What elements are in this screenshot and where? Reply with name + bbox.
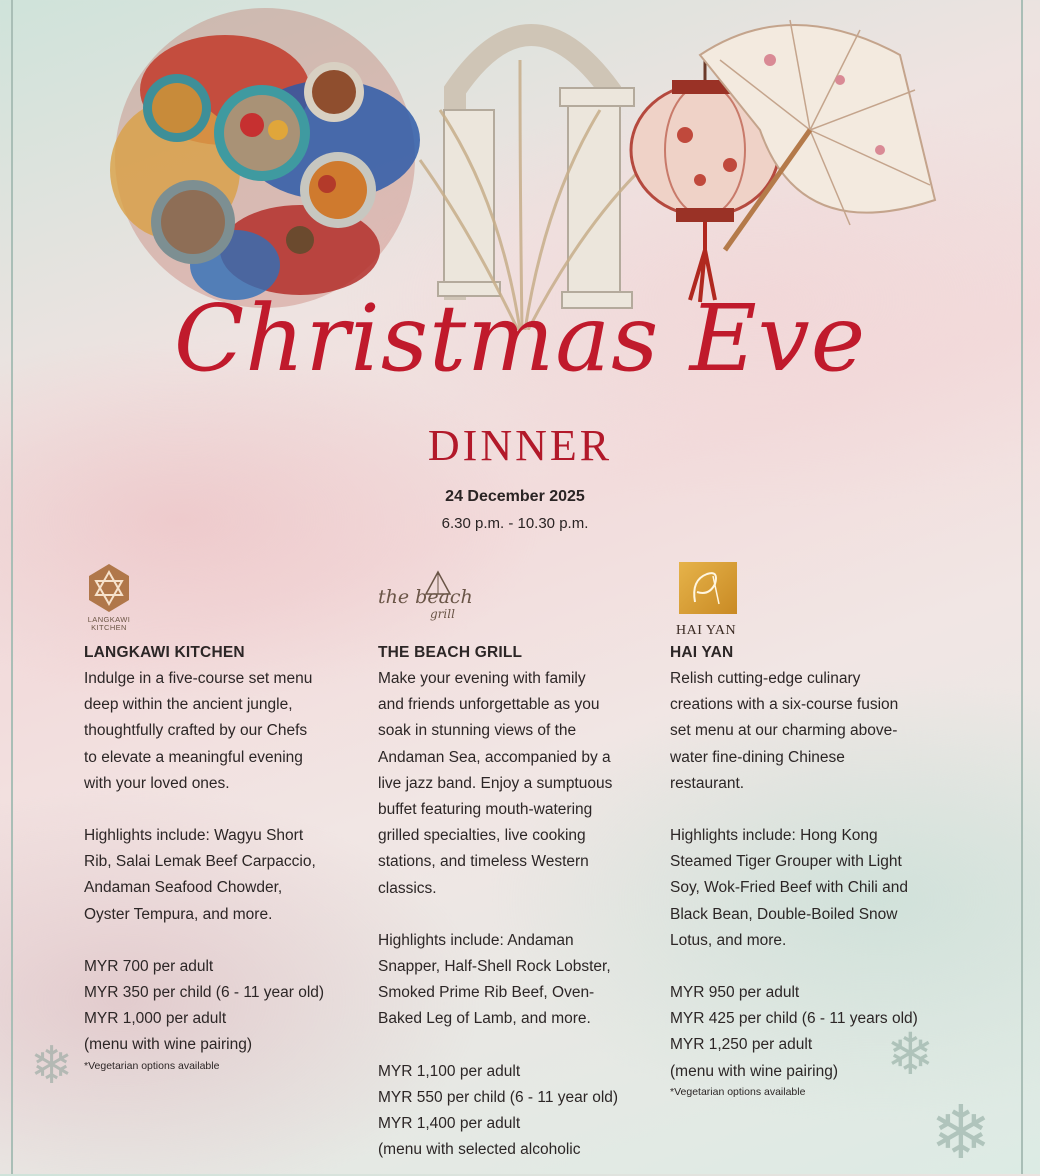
description-line: Relish cutting-edge culinary xyxy=(670,670,861,687)
restaurant-name: HAI YAN xyxy=(670,644,734,661)
highlights-line: Smoked Prime Rib Beef, Oven- xyxy=(378,984,595,1002)
description-line: classics. xyxy=(378,879,437,897)
logo-label: LANGKAWI KITCHEN xyxy=(87,615,131,632)
highlights-line: Highlights include: Wagyu Short xyxy=(84,827,304,845)
highlights-line: Baked Leg of Lamb, and more. xyxy=(378,1010,591,1028)
event-time: 6.30 p.m. - 10.30 p.m. xyxy=(441,515,589,532)
description-line: live jazz band. Enjoy a sumptuous xyxy=(378,774,613,792)
price-line: MYR 700 per adult xyxy=(84,957,214,975)
price-line: MYR 350 per child (6 - 11 year old) xyxy=(84,984,325,1002)
hai-yan-logo xyxy=(670,562,950,640)
restaurant-hai-yan xyxy=(670,562,950,1099)
logo-label: HAI YAN xyxy=(676,623,737,638)
description-line: water fine-dining Chinese xyxy=(670,748,845,766)
highlights-line: Snapper, Half-Shell Rock Lobster, xyxy=(378,958,611,976)
price-line: MYR 1,400 per adult xyxy=(378,1115,521,1133)
spice-bowls-illustration xyxy=(110,8,420,308)
langkawi-kitchen-logo xyxy=(84,562,364,640)
description-line: soak in stunning views of the xyxy=(378,722,577,740)
hexagram-logo-icon xyxy=(84,562,134,616)
highlights-line: Soy, Wok-Fried Beef with Chili and xyxy=(670,879,909,897)
title-dinner: DINNER xyxy=(427,421,613,470)
description-line: Indulge in a five-course set menu xyxy=(84,670,313,687)
description-line: stations, and timeless Western xyxy=(378,853,589,871)
description-line: set menu at our charming above- xyxy=(670,722,898,740)
description-line: to elevate a meaningful evening xyxy=(84,748,303,766)
snowflake-icon: ❄ xyxy=(30,1036,74,1096)
description-line: and friends unforgettable as you xyxy=(378,696,600,714)
price-line: (menu with wine pairing) xyxy=(670,1062,838,1080)
restaurant-name: LANGKAWI KITCHEN xyxy=(84,644,245,661)
highlights-line: Andaman Seafood Chowder, xyxy=(84,879,283,897)
restaurant-name: THE BEACH GRILL xyxy=(378,644,523,661)
highlights-line: Steamed Tiger Grouper with Light xyxy=(670,853,902,871)
description-line: creations with a six-course fusion xyxy=(670,696,899,714)
highlights-line: Oyster Tempura, and more. xyxy=(84,905,273,923)
price-line: MYR 950 per adult xyxy=(670,984,800,1002)
price-line: MYR 550 per child (6 - 11 year old) xyxy=(378,1088,619,1106)
price-line: MYR 1,000 per adult xyxy=(84,1010,227,1028)
highlights-line: Black Bean, Double-Boiled Snow xyxy=(670,905,898,923)
hai-yan-logo-icon xyxy=(679,562,737,614)
highlights-line: Rib, Salai Lemak Beef Carpaccio, xyxy=(84,853,316,871)
vegetarian-note: *Vegetarian options available xyxy=(670,1085,806,1098)
logo-sublabel: grill xyxy=(430,607,455,621)
highlights-line: Highlights include: Hong Kong xyxy=(670,827,878,845)
description-line: buffet featuring mouth-watering xyxy=(378,801,593,819)
highlights-line: Highlights include: Andaman xyxy=(378,931,574,949)
description-line: with your loved ones. xyxy=(84,774,230,792)
price-line: MYR 1,250 per adult xyxy=(670,1036,813,1054)
price-line: (menu with wine pairing) xyxy=(84,1036,252,1054)
price-line: MYR 1,100 per adult xyxy=(378,1062,521,1080)
header-illustration xyxy=(0,0,1040,330)
beach-grill-logo xyxy=(378,562,658,640)
event-date: 24 December 2025 xyxy=(445,488,585,505)
price-line: (menu with selected alcoholic xyxy=(378,1141,581,1159)
logo-label: the beach xyxy=(378,586,473,608)
description-line: Make your evening with family xyxy=(378,670,586,687)
restaurant-the-beach-grill xyxy=(378,562,658,1163)
snowflake-icon: ❄ xyxy=(886,1020,935,1088)
restaurant-langkawi-kitchen xyxy=(84,562,364,1073)
title-script: Christmas Eve xyxy=(173,285,867,392)
description-line: restaurant. xyxy=(670,774,745,792)
description-line: deep within the ancient jungle, xyxy=(84,696,293,714)
description-line: grilled specialties, live cooking xyxy=(378,827,586,845)
description-line: thoughtfully crafted by our Chefs xyxy=(84,722,308,740)
snowflake-icon: ❄ xyxy=(930,1090,993,1176)
description-line: Andaman Sea, accompanied by a xyxy=(378,748,611,766)
price-line: MYR 425 per child (6 - 11 years old) xyxy=(670,1010,918,1028)
vegetarian-note: *Vegetarian options available xyxy=(84,1059,220,1072)
highlights-line: Lotus, and more. xyxy=(670,931,787,949)
